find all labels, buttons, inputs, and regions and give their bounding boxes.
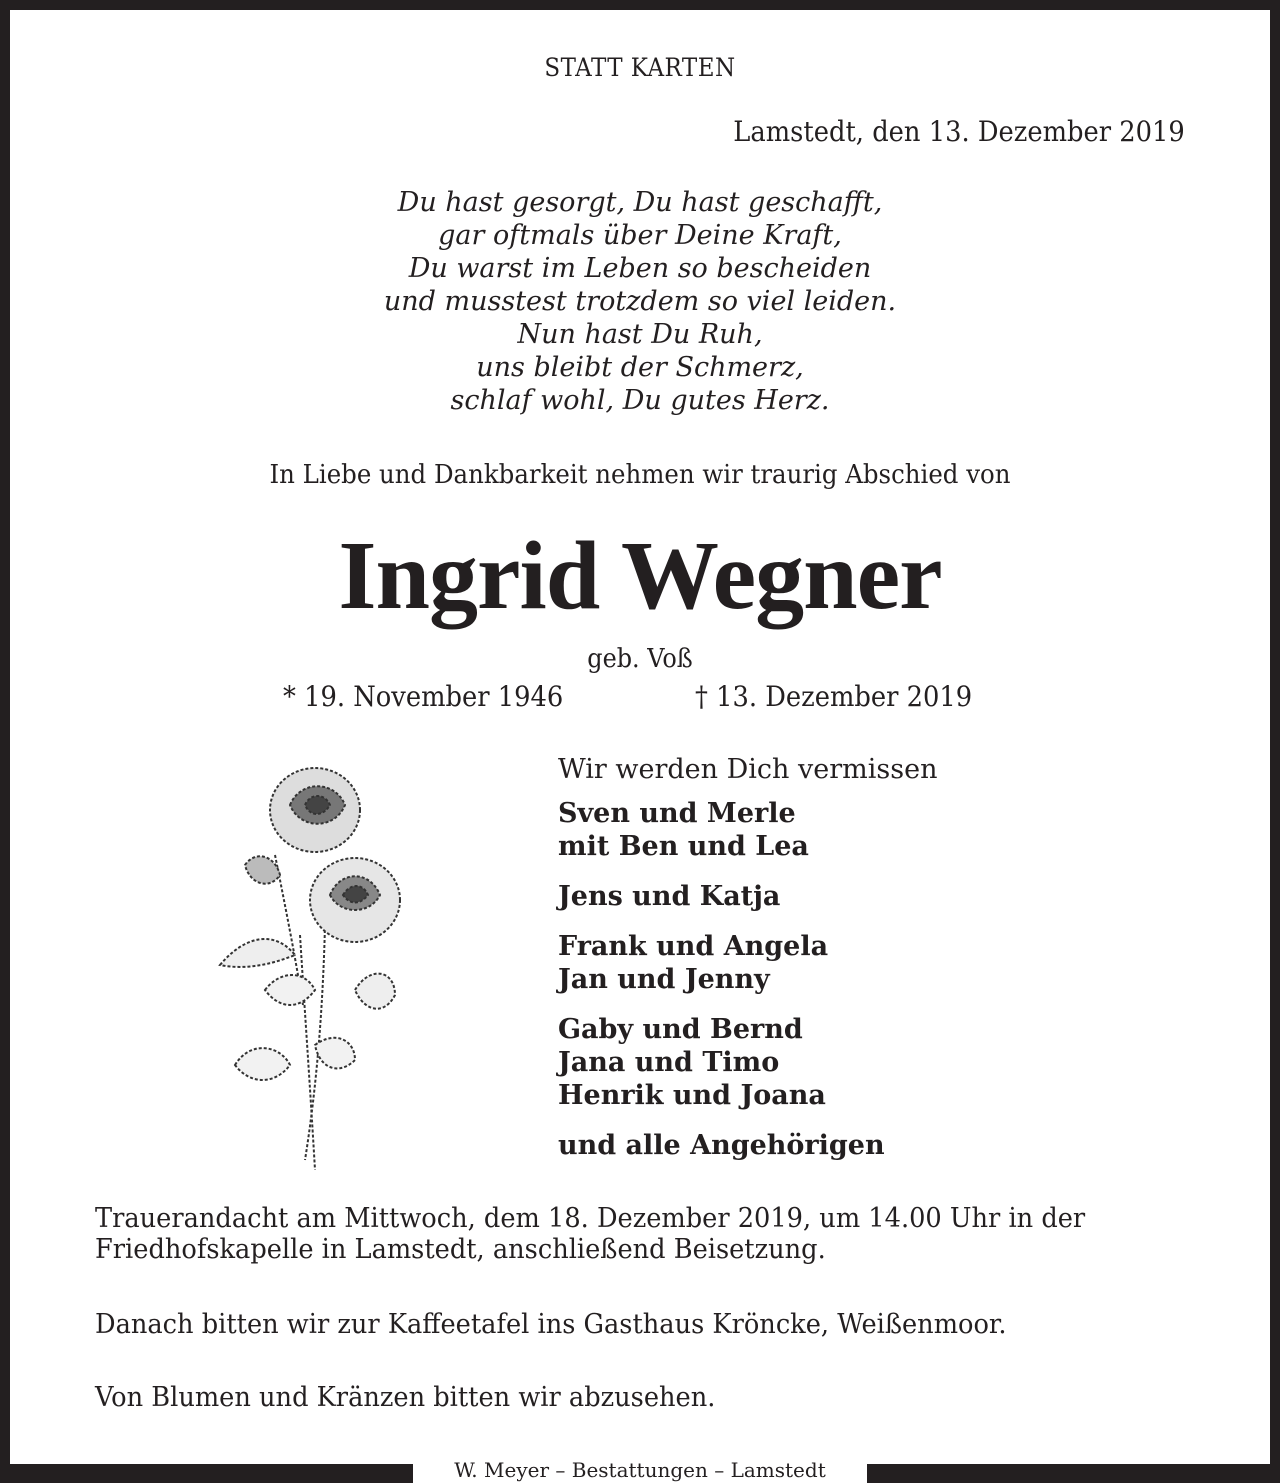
flowers-note: Von Blumen und Kränzen bitten wir abzusehen. bbox=[95, 1382, 716, 1413]
place-date: Lamstedt, den 13. Dezember 2019 bbox=[733, 115, 1185, 148]
service-info bbox=[95, 1203, 1085, 1265]
deceased-name: Ingrid Wegner bbox=[338, 522, 942, 630]
family-list bbox=[558, 754, 937, 1179]
obituary-notice bbox=[10, 10, 1270, 1464]
poem-line: gar oftmals über Deine Kraft, bbox=[438, 220, 842, 251]
service-line: Friedhofskapelle in Lamstedt, anschließend Beisetzung. bbox=[95, 1234, 826, 1265]
family-group bbox=[558, 1013, 937, 1112]
statt-karten-label: STATT KARTEN bbox=[544, 53, 736, 82]
family-group bbox=[558, 930, 937, 996]
family-member: Jens und Katja bbox=[558, 881, 781, 912]
family-member: Henrik und Joana bbox=[558, 1080, 826, 1111]
family-member: Gaby und Bernd bbox=[558, 1014, 803, 1045]
maiden-name: geb. Voß bbox=[587, 644, 693, 674]
coffee-info: Danach bitten wir zur Kaffeetafel ins Gasthaus Kröncke, Weißenmoor. bbox=[95, 1309, 1007, 1340]
family-group bbox=[558, 880, 937, 913]
family-member: mit Ben und Lea bbox=[558, 831, 809, 862]
family-intro: Wir werden Dich vermissen bbox=[558, 754, 938, 785]
poem-line: Du warst im Leben so bescheiden bbox=[408, 253, 872, 284]
poem-line: Du hast gesorgt, Du hast geschafft, bbox=[397, 187, 883, 218]
intro-text: In Liebe und Dankbarkeit nehmen wir traurig Abschied von bbox=[269, 460, 1011, 490]
rose-icon bbox=[205, 755, 415, 1175]
family-member: Jan und Jenny bbox=[558, 964, 770, 995]
poem-line: schlaf wohl, Du gutes Herz. bbox=[450, 385, 830, 416]
family-group bbox=[558, 1129, 937, 1162]
family-member: Frank und Angela bbox=[558, 931, 829, 962]
poem-line: uns bleibt der Schmerz, bbox=[476, 352, 804, 383]
poem-line: und musstest trotzdem so viel leiden. bbox=[383, 286, 897, 317]
poem bbox=[10, 186, 1270, 417]
family-member: Sven und Merle bbox=[558, 798, 796, 829]
birth-date: * 19. November 1946 bbox=[283, 680, 564, 713]
family-group bbox=[558, 797, 937, 863]
death-date: † 13. Dezember 2019 bbox=[695, 680, 973, 713]
family-member: Jana und Timo bbox=[558, 1047, 780, 1078]
family-member: und alle Angehörigen bbox=[558, 1130, 885, 1161]
undertaker-credit: W. Meyer – Bestattungen – Lamstedt bbox=[413, 1457, 867, 1483]
service-line: Trauerandacht am Mittwoch, dem 18. Dezember 2019, um 14.00 Uhr in der bbox=[95, 1203, 1086, 1234]
poem-line: Nun hast Du Ruh, bbox=[517, 319, 763, 350]
